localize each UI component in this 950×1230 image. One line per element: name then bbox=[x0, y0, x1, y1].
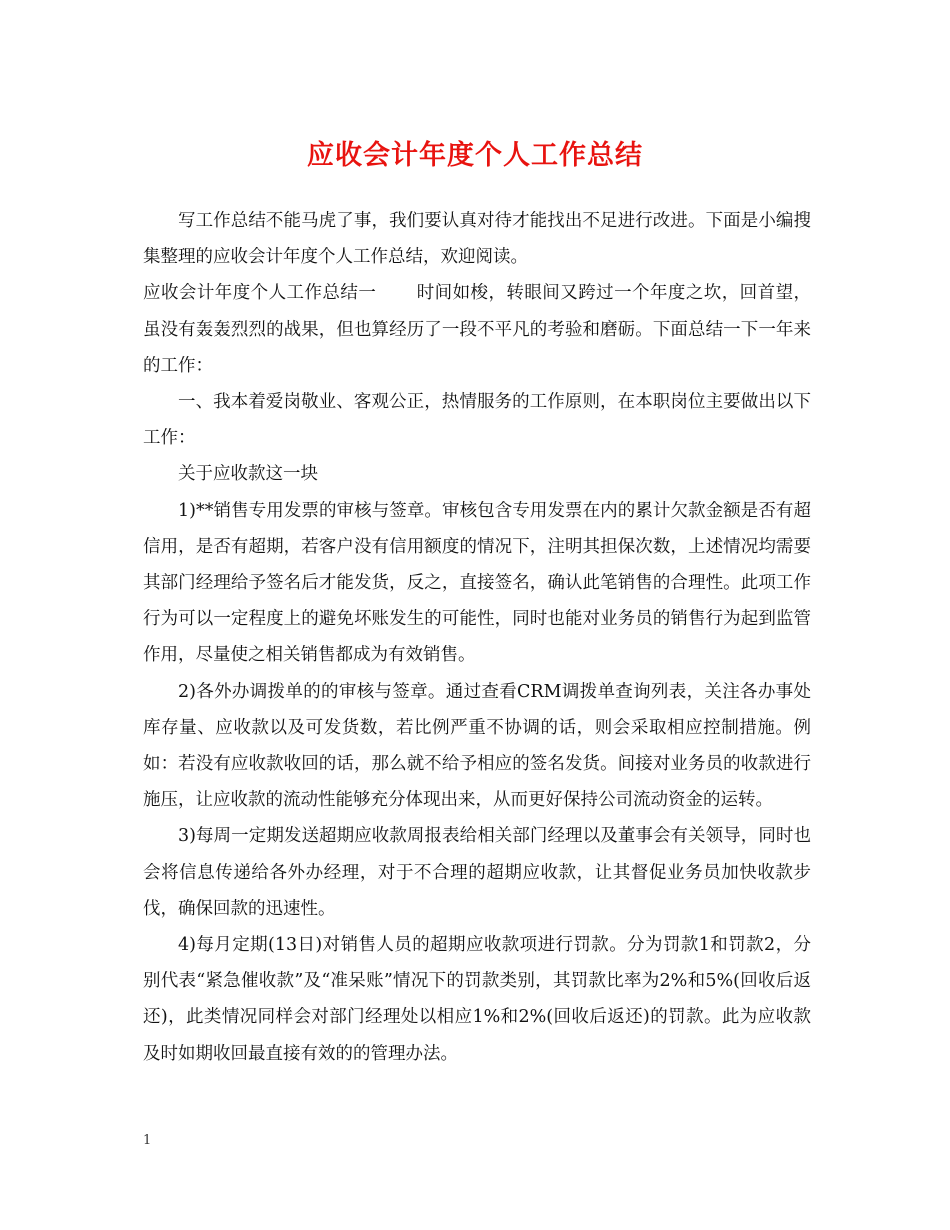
item-1-paragraph: 1)**销售专用发票的审核与签章。审核包含专用发票在内的累计欠款金额是否有超信用，是否有超期，若客户没有信用额度的情况下，注明其担保次数，上述情况均需要其部门经理给予签名后才能发货，反之，直接签名，确认此笔销售的合理性。此项工作行为可以一定程度上的避免坏账发生的可能性，同时也能对业务员的销售行为起到监管作用，尽量使之相关销售都成为有效销售。 bbox=[143, 500, 811, 666]
page-number: 1 bbox=[143, 1133, 152, 1148]
item-2-paragraph: 2)各外办调拨单的的审核与签章。通过查看CRM调拨单查询列表，关注各办事处库存量、应收款以及可发货数，若比例严重不协调的话，则会采取相应控制措施。例如：若没有应收款收回的话，那么就不给予相应的签名发货。间接对业务员的收款进行施压，让应收款的流动性能够充分体现出来，从而更好保持公司流动资金的运转。 bbox=[143, 681, 811, 811]
section-paragraph bbox=[143, 275, 811, 384]
document-title: 应收会计年度个人工作总结 bbox=[307, 140, 643, 171]
item-4-paragraph: 4)每月定期(13日)对销售人员的超期应收款项进行罚款。分为罚款1和罚款2，分别代表“紧急催收款”及“准呆账”情况下的罚款类别，其罚款比率为2%和5%(回收后返还)，此类情况同样会对部门经理处以相应1%和2%(回收后返还)的罚款。此为应收款及时如期收回最直接有效的的管理办法。 bbox=[143, 935, 811, 1064]
document-body bbox=[143, 203, 811, 1072]
section-heading: 应收会计年度个人工作总结一 bbox=[143, 283, 377, 304]
subsection-heading: 关于应收款这一块 bbox=[178, 464, 318, 485]
item-3-paragraph: 3)每周一定期发送超期应收款周报表给相关部门经理以及董事会有关领导，同时也会将信息传递给各外办经理，对于不合理的超期应收款，让其督促业务员加快收款步伐，确保回款的迅速性。 bbox=[143, 826, 811, 919]
section-intro: 时间如梭，转眼间又跨过一个年度之坎，回首望，虽没有轰轰烈烈的战果，但也算经历了一段不平凡的考验和磨砺。下面总结一下一年来的工作： bbox=[143, 283, 812, 376]
principle-paragraph: 一、我本着爱岗敬业、客观公正，热情服务的工作原则，在本职岗位主要做出以下工作： bbox=[143, 392, 811, 449]
intro-paragraph: 写工作总结不能马虎了事，我们要认真对待才能找出不足进行改进。下面是小编搜集整理的应收会计年度个人工作总结，欢迎阅读。 bbox=[143, 211, 811, 268]
